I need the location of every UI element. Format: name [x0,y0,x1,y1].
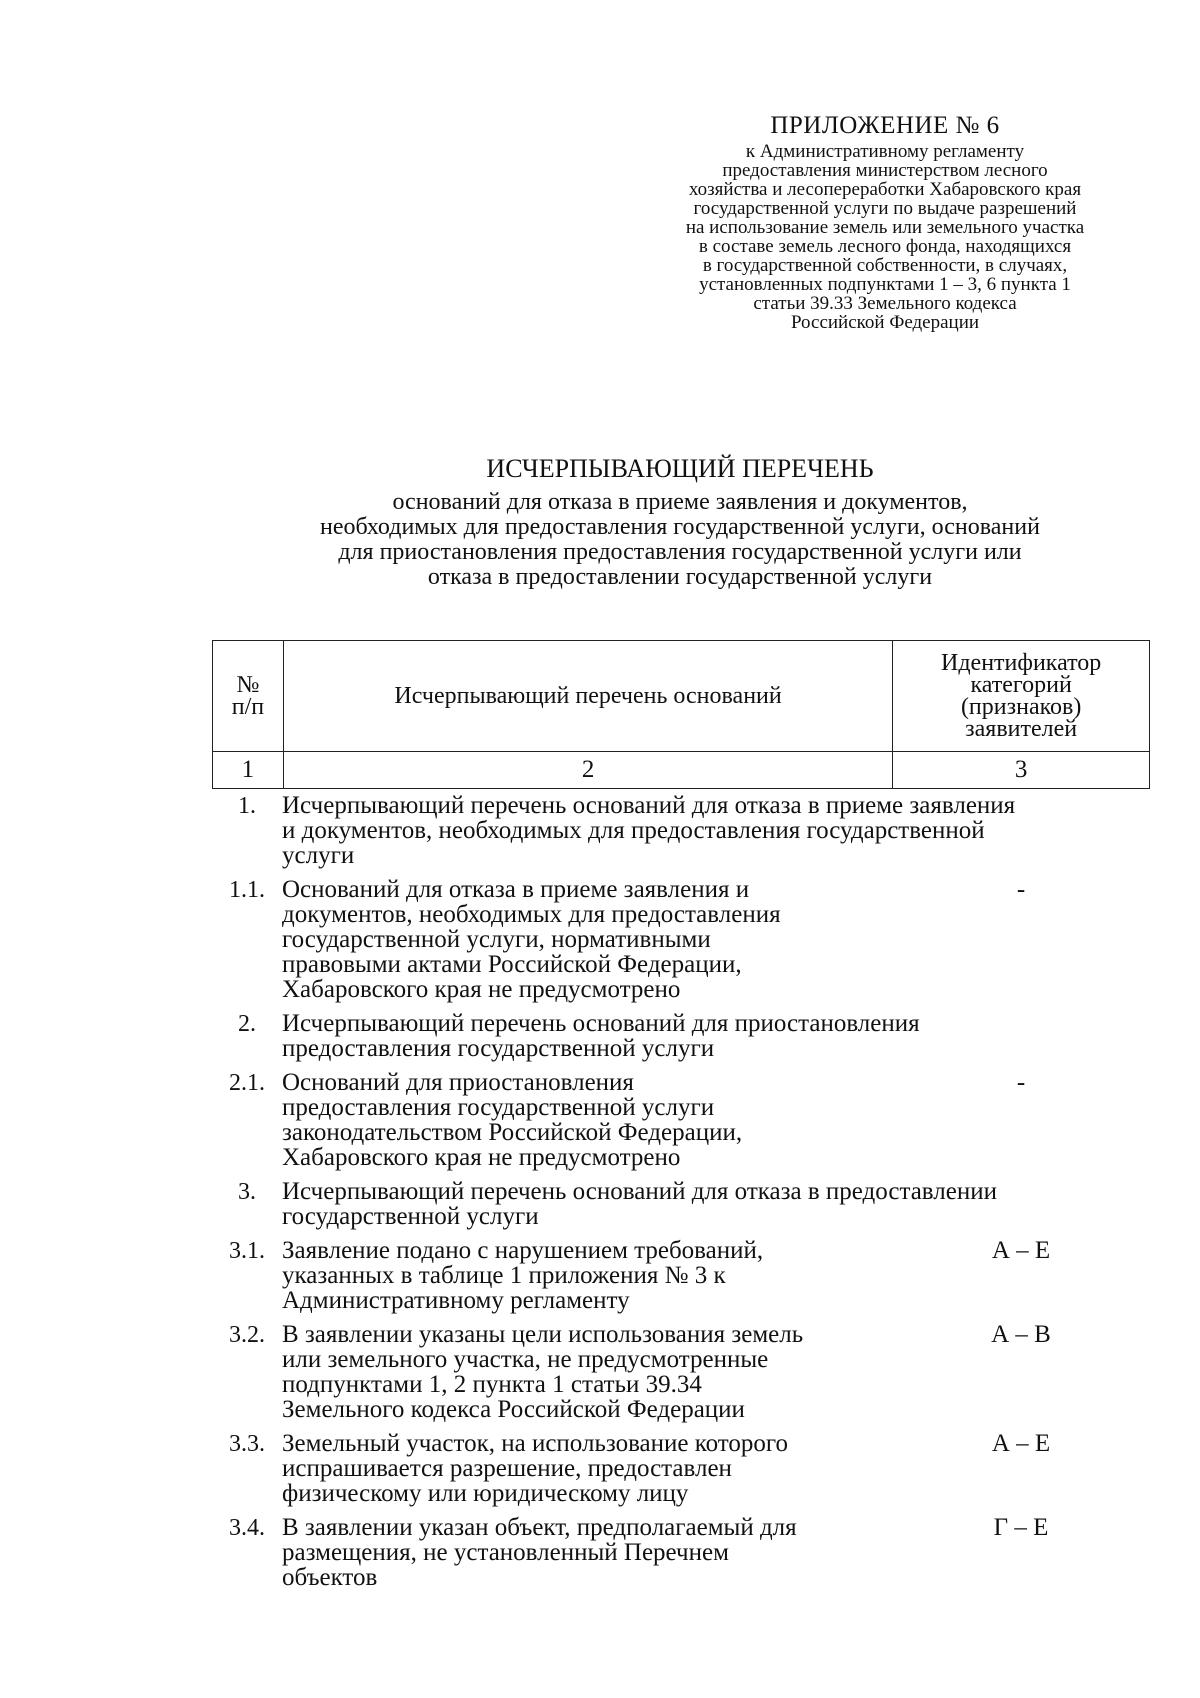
row-text-line: Исчерпывающий перечень оснований для отказа в предоставлении [282,1178,997,1205]
row-text [282,1179,1150,1229]
row-number: 2.1. [229,1070,265,1096]
header-identifier-line: заявителей [965,716,1078,742]
row-text [282,877,892,1002]
row-text-line: В заявлении указан объект, предполагаемый для [282,1514,797,1541]
appendix-subtitle [620,142,1150,332]
header-identifier-line: (признаков) [960,694,1082,720]
row-text-line: Хабаровского края не предусмотрено [282,1144,681,1171]
row-text-line: законодательством Российской Федерации, [282,1119,743,1146]
table-row [212,1515,1150,1590]
row-text-line: объектов [282,1564,378,1591]
row-applicant-code: - [1016,876,1026,903]
appendix-line: предоставления министерством лесного [722,160,1048,181]
appendix-line: на использование земель или земельного участка [685,217,1085,238]
row-text-line: или земельного участка, не предусмотренные [282,1346,769,1373]
row-text-line: размещения, не установленный Перечнем [282,1539,729,1566]
table-row [212,877,1150,1002]
row-text-line: физическому или юридическому лицу [282,1480,689,1507]
row-text [282,1011,1150,1061]
heading-line: для приостановления предоставления государственной услуги или [338,539,1022,565]
table-row [212,1431,1150,1506]
heading-line: необходимых для предоставления государственной услуги, оснований [320,514,1040,540]
row-text [282,1070,892,1170]
appendix-line: Российской Федерации [790,312,980,333]
header-cell-identifier [893,641,1150,752]
header-number-line: № [236,672,260,698]
row-text [282,793,1150,868]
table-row [212,1011,1150,1061]
table-row [212,1238,1150,1313]
row-number: 3.1. [229,1238,265,1264]
table-row [212,1179,1150,1229]
row-text [282,1238,892,1313]
row-text-line: документов, необходимых для предоставления [282,901,781,928]
row-number: 3.3. [229,1431,265,1457]
header-identifier-line: Идентификатор [941,650,1102,676]
grounds-list [212,793,1150,1599]
appendix-line: установленных подпунктами 1 – 3, 6 пункта 1 [699,274,1071,295]
row-text-line: В заявлении указаны цели использования земель [282,1321,804,1348]
row-number: 3.4. [229,1515,265,1541]
header-number-line: п/п [231,694,265,720]
row-text [282,1431,892,1506]
row-number: 3. [238,1179,256,1205]
appendix-line: государственной услуги по выдаче разрешений [693,198,1077,219]
header-cell-number [213,641,284,752]
row-text-line: Оснований для отказа в приеме заявления и [282,876,750,903]
row-text-line: правовыми актами Российской Федерации, [282,951,742,978]
row-number: 1.1. [229,877,265,903]
appendix-header [620,110,1150,332]
appendix-line: в составе земель лесного фонда, находящихся [698,236,1072,257]
document-heading [200,452,1160,590]
row-text-line: Исчерпывающий перечень оснований для отказа в приеме заявления [282,792,1016,819]
appendix-line: в государственной собственности, в случаях, [702,255,1068,276]
row-text-line: государственной услуги, нормативными [282,926,711,953]
row-applicant-code: - [1016,1069,1026,1096]
row-text-line: Земельного кодекса Российской Федерации [282,1396,745,1423]
row-applicant-code: А – В [991,1321,1051,1348]
table-row [212,1322,1150,1422]
row-text-line: Исчерпывающий перечень оснований для приостановления [282,1010,920,1037]
row-number: 1. [238,793,256,819]
row-number: 3.2. [229,1322,265,1348]
row-applicant-code: А – Е [991,1430,1051,1457]
column-index-cell: 2 [283,752,892,789]
row-text-line: указанных в таблице 1 приложения № 3 к [282,1262,726,1289]
row-text-line: услуги [282,842,355,869]
row-number: 2. [238,1011,256,1037]
grounds-table-header [212,640,1150,789]
heading-title: ИСЧЕРПЫВАЮЩИЙ ПЕРЕЧЕНЬ [486,454,874,483]
appendix-line: хозяйства и лесопереработки Хабаровского края [688,179,1082,200]
row-text-line: предоставления государственной услуги [282,1035,715,1062]
row-text [282,1322,892,1422]
row-applicant-code: Г – Е [993,1514,1049,1541]
row-text-line: Хабаровского края не предусмотрено [282,976,681,1003]
table-row [212,793,1150,868]
header-identifier-line: категорий [970,672,1072,698]
row-text-line: государственной услуги [282,1203,539,1230]
row-applicant-code: А – Е [991,1237,1051,1264]
row-text-line: Оснований для приостановления [282,1069,634,1096]
table-row [212,1070,1150,1170]
appendix-line: статьи 39.33 Земельного кодекса [753,293,1017,314]
column-index-cell: 1 [213,752,284,789]
row-text-line: испрашивается разрешение, предоставлен [282,1455,732,1482]
row-text-line: предоставления государственной услуги [282,1094,715,1121]
appendix-title: ПРИЛОЖЕНИЕ № 6 [770,112,1000,139]
column-index-cell: 3 [893,752,1150,789]
row-text [282,1515,892,1590]
row-text-line: Административному регламенту [282,1287,630,1314]
row-text-line: и документов, необходимых для предоставления государственной [282,817,985,844]
row-text-line: Заявление подано с нарушением требований, [282,1237,764,1264]
heading-line: оснований для отказа в приеме заявления и документов, [392,489,968,515]
row-text-line: Земельный участок, на использование которого [282,1430,789,1457]
heading-line: отказа в предоставлении государственной услуги [427,564,933,590]
row-text-line: подпунктами 1, 2 пункта 1 статьи 39.34 [282,1371,702,1398]
heading-subtitle [200,490,1160,590]
appendix-line: к Административному регламенту [745,141,1025,162]
header-cell-description: Исчерпывающий перечень оснований [283,641,892,752]
